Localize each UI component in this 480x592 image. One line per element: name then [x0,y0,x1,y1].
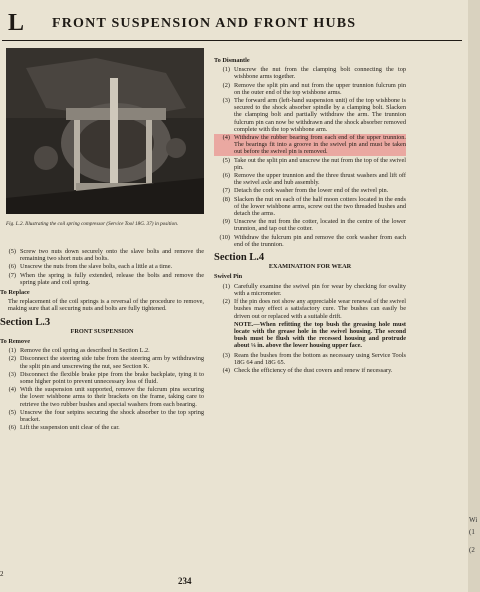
list-item: (1) Carefully examine the swivel pin for wear by checking for ovality with a micrometer. [222,282,406,297]
next-page-edge [468,0,480,592]
list-item: (5) Take out the split pin and unscrew the nut from the top of the swivel pin. [222,156,406,171]
figure-photo [6,48,204,214]
section-l3-heading: Section L.3 [0,316,51,328]
left-page-fragment: 2 [0,570,4,578]
highlighted-list-item: (4) Withdraw the rubber bearing from each end of the upper trunnion. The bearings fit into a groove in the swivel pin and must be taken out before the swivel pin is removed. [214,134,406,156]
spring-compressor-photo [6,48,204,214]
chapter-title: FRONT SUSPENSION AND FRONT HUBS [52,16,357,31]
list-item: (3) Disconnect the flexible brake pipe from the brake backplate, tying it to some higher point to prevent unnecessary loss of fluid. [8,370,204,386]
left-column [0,248,204,432]
edge-text-b: (1 [469,528,475,536]
list-item: (3) Ream the bushes from the bottom as necessary using Service Tools 18G 64 and 18G 65. [222,351,406,366]
list-item: (2) Remove the split pin and nut from the upper trunnion fulcrum pin on the outer end of the top wishbone arms. [222,81,406,96]
list-item: (6) Remove the upper trunnion and the three thrust washers and lift off the swivel axle and hub assembly. [222,172,406,187]
list-item: (6) Lift the suspension unit clear of the car. [8,424,120,432]
edge-text-c: (2 [469,546,475,554]
list-item: (8) Slacken the nut on each of the half moon cotters located in the ends of the lower wishbone arms, screw out the two threaded bushes and detach the arms. [222,195,406,218]
swivel-pin-heading: Swivel Pin [214,273,243,281]
list-item: (5) Screw two nuts down securely onto the slave bolts and remove the remaining two short nuts and bolts. [8,248,204,263]
edge-text-a: Wi [469,516,478,524]
header-rule [2,40,462,41]
list-item: (1) Unscrew the nut from the clamping bolt connecting the top wishbone arms together. [222,66,406,81]
remove-heading: To Remove [0,338,31,346]
list-item: (2) If the pin does not show any appreciable wear renewal of the swivel bushes may effect a satisfactory cure. The bushes can easily be driven out or replaced with a suitable drift. [222,298,406,320]
section-l4-title: EXAMINATION FOR WEAR [268,263,352,271]
list-item: (6) Unscrew the nuts from the slave bolts, each a little at a time. [8,263,173,271]
page-header [4,10,464,36]
list-item: (9) Unscrew the nut from the cotter, located in the centre of the lower trunnion, and tap out the cotter. [222,218,406,233]
left-top-list [0,248,204,286]
chapter-letter: L [8,10,25,36]
figure-caption: Fig. L.2. Illustrating the coil spring compressor (Service Tool 18G. 37) in position. [6,221,179,227]
list-item: (7) When the spring is fully extended, release the bolts and remove the spring plate and coil spring. [8,271,204,286]
list-item: (3) The forward arm (left-hand suspension unit) of the top wishbone is secured to the shock absorber spindle by a clamping bolt. Slacken the clamping bolt and partially withdraw the arm. The trunnion fulcrum pin can now be withdrawn and the shock absorber removed complete with the top wishbone arm. [222,97,406,133]
replace-text: The replacement of the coil springs is a reversal of the procedure to remove, making sure that all securing nuts and bolts are fully tightened. [8,298,204,313]
replace-heading: To Replace [0,289,30,297]
section-l3-title: FRONT SUSPENSION [70,327,134,335]
list-item: (5) Unscrew the four setpins securing the shock absorber to the top spring bracket. [8,408,204,424]
right-column [214,54,406,375]
list-item: (7) Detach the cork washer from the lower end of the swivel pin. [222,187,389,195]
dismantle-heading: To Dismantle [214,57,250,64]
list-item: (4) Check the efficiency of the dust covers and renew if necessary. [222,366,393,374]
page-number: 234 [178,576,192,586]
note-text: NOTE.—When refitting the top bush the greasing hole must locate with the grease hole in the swivel housing. The second bush must be flush with the recessed housing and protrude about ⅛ in. above the lower housing upper face. [234,320,406,350]
list-item: (2) Disconnect the steering side tube from the steering arm by withdrawing the split pin and unscrewing the nut, see Section K. [8,355,204,370]
list-item: (4) With the suspension unit supported, remove the fulcrum pins securing the lower wishbone arms to their brackets on the frame, taking care to retrieve the two rubber bushes and special washers from each bearing. [8,386,204,408]
list-item: (10) Withdraw the fulcrum pin and remove the cork washer from each end of the trunnion. [219,233,406,248]
section-l4-heading: Section L.4 [214,252,265,264]
list-item: (1) Remove the coil spring as described in Section L.2. [8,347,150,355]
